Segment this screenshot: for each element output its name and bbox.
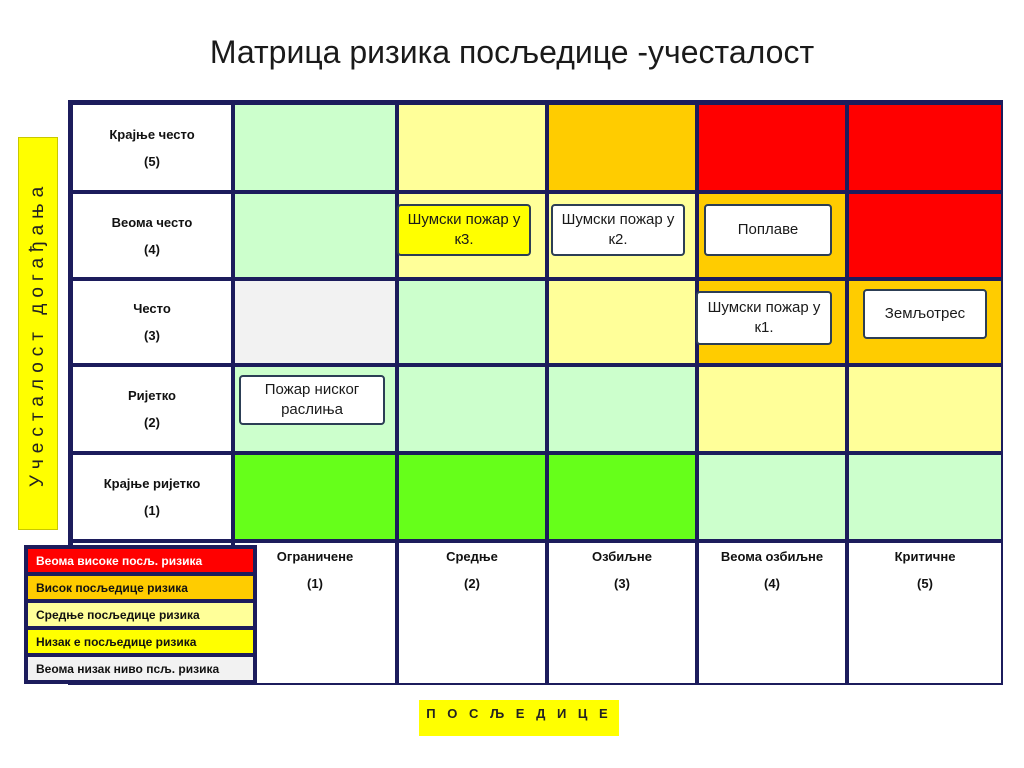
row-label-text: Крајње ријетко [103,476,201,491]
matrix-cell [397,365,547,453]
risk-item-box: Земљотрес [863,289,987,339]
legend-item: Средње посљедице ризика [26,601,255,628]
legend-item: Веома високе посљ. ризика [26,547,255,574]
row-label-text: Ријетко [128,388,176,403]
matrix-cell [233,103,397,192]
risk-item-box: Шумски пожар у к1. [696,291,832,345]
column-label-text: Средње [446,549,498,564]
column-label-number: (1) [307,576,323,591]
legend [24,545,257,684]
matrix-cell [547,365,697,453]
slide-title: Матрица ризика посљедице -учесталост [209,34,815,70]
column-label-number: (2) [464,576,480,591]
row-label-text: Крајње често [109,126,195,142]
row-label-number: (4) [144,241,160,257]
risk-item-box: Шумски пожар у к2. [551,204,685,256]
column-label [697,541,847,685]
row-label-number: (1) [144,503,160,518]
row-label-number: (5) [144,153,160,169]
y-axis-label: Учесталост догађања [27,180,48,487]
legend-item: Веома низак ниво псљ. ризика [26,655,255,682]
x-axis-label: П О С Љ Е Д И Ц Е [419,700,619,736]
matrix-cell [847,453,1003,541]
matrix-cell [233,192,397,279]
row-label [71,103,233,192]
column-label [847,541,1003,685]
legend-item: Низак е посљедице ризика [26,628,255,655]
row-label [71,279,233,365]
column-label-text: Озбиљне [592,549,652,564]
row-label [71,453,233,541]
column-label [233,541,397,685]
matrix-cell [397,279,547,365]
matrix-cell [397,453,547,541]
matrix-cell [697,103,847,192]
legend-item: Висок посљедице ризика [26,574,255,601]
matrix-cell [547,103,697,192]
risk-item-box: Пожар ниског раслиња [239,375,385,425]
column-label-text: Ограничене [276,549,354,564]
row-label [71,365,233,453]
matrix-cell [547,453,697,541]
column-label-text: Веома озбиљне [720,549,824,564]
column-label-number: (3) [614,576,630,591]
y-axis-label-box [18,137,58,530]
risk-item-box: Шумски пожар у к3. [397,204,531,256]
matrix-cell [847,192,1003,279]
risk-item-box: Поплаве [704,204,832,256]
matrix-cell [233,453,397,541]
column-label-text: Критичне [894,549,956,564]
matrix-cell [547,279,697,365]
matrix-cell [233,279,397,365]
matrix-cell [847,103,1003,192]
matrix-cell [397,103,547,192]
matrix-cell [847,365,1003,453]
row-label-number: (2) [144,415,160,430]
column-label [547,541,697,685]
matrix-cell [697,453,847,541]
column-label-number: (4) [764,576,780,591]
row-label [71,192,233,279]
row-label-number: (3) [144,328,160,343]
row-label-text: Често [133,301,171,316]
matrix-cell [697,365,847,453]
column-label-number: (5) [917,576,933,591]
row-label-text: Веома често [111,214,193,230]
column-label [397,541,547,685]
